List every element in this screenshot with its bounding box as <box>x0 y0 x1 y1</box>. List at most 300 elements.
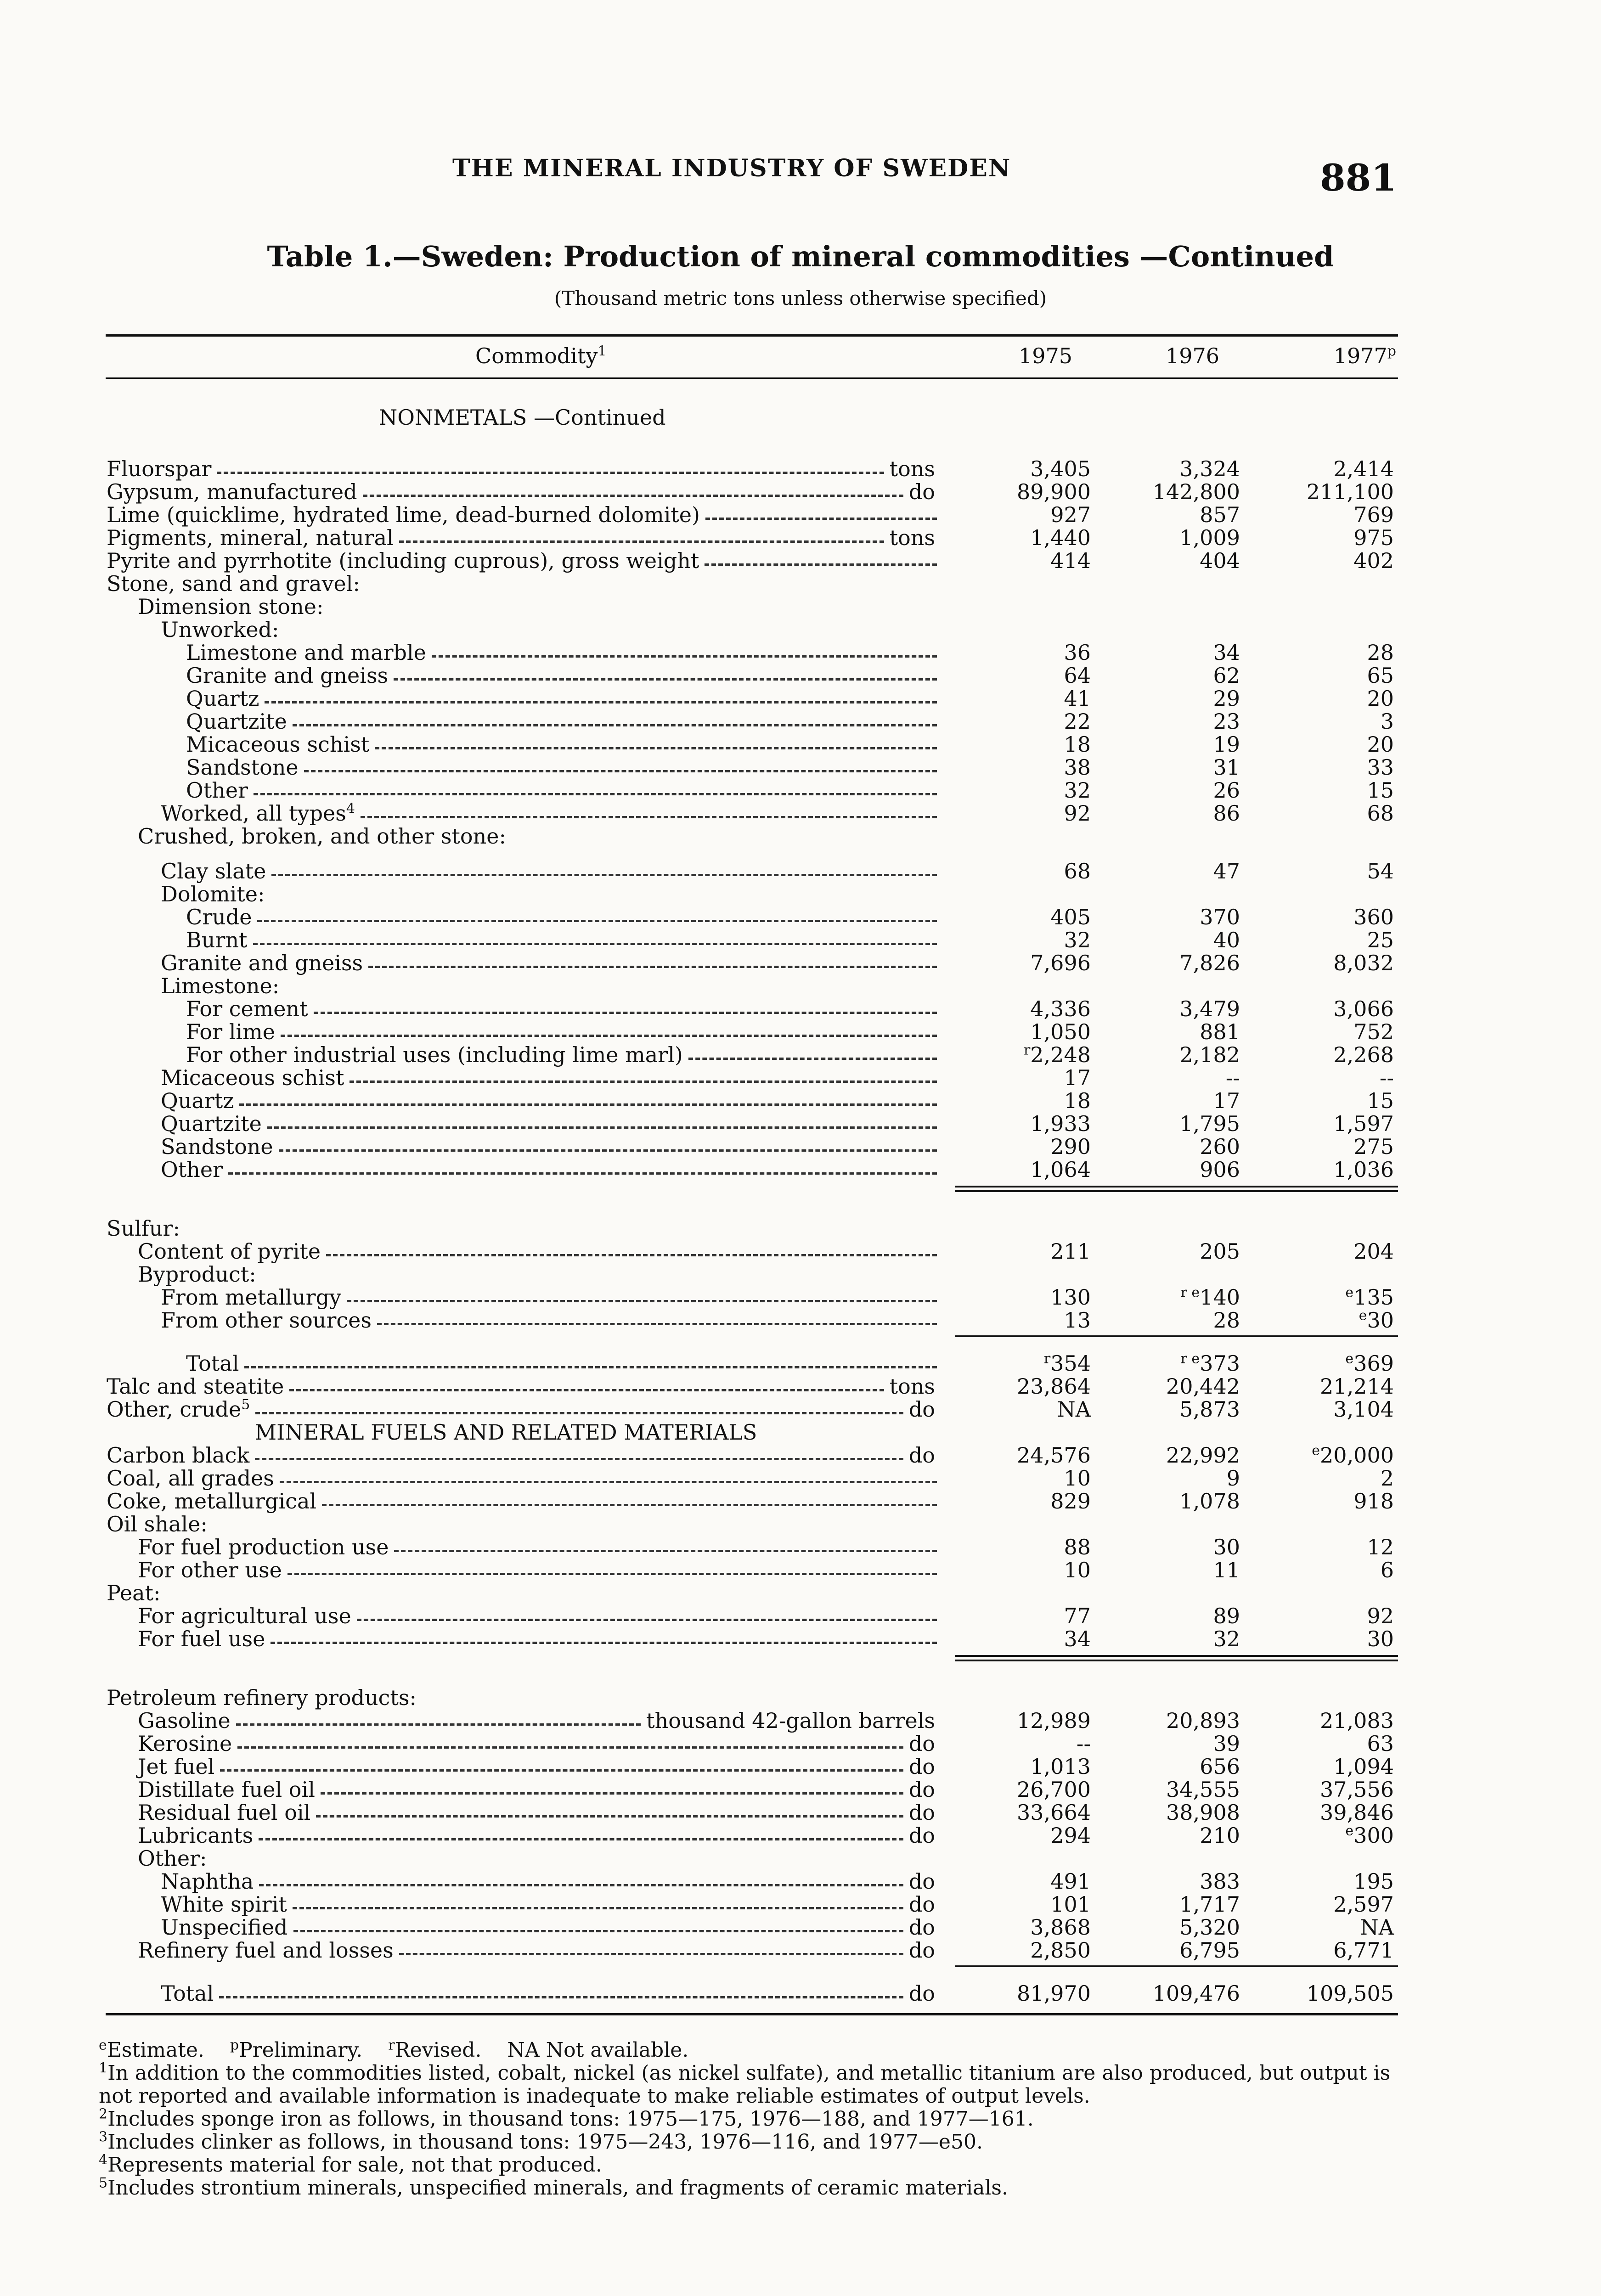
value-1977 <box>1284 1982 1394 2005</box>
row-unit: do <box>908 1397 935 1422</box>
value-text: 36 <box>1064 640 1091 665</box>
row-label-text: Worked, all types <box>161 801 346 826</box>
value-text: 37,556 <box>1320 1777 1394 1802</box>
commodity-column-header: Commodity$^1$ <box>475 343 607 368</box>
value-1977 <box>1284 549 1394 572</box>
value-1977 <box>1284 641 1394 664</box>
row-label <box>186 756 299 779</box>
value-1977 <box>1284 1627 1394 1650</box>
value-text: 2 <box>1380 1466 1394 1491</box>
row-label-text: Dolomite: <box>161 882 265 906</box>
row-label <box>138 1801 310 1824</box>
leader-dashes <box>293 724 937 726</box>
value-text: 64 <box>1064 663 1091 688</box>
row-label <box>186 641 426 664</box>
value-1975 <box>981 1893 1091 1916</box>
table-row <box>0 1627 1601 1650</box>
leader-dashes <box>399 1953 903 1955</box>
value-text: 41 <box>1064 686 1091 711</box>
leader-dashes <box>350 1080 937 1083</box>
row-label-text: Gypsum, manufactured <box>107 479 357 504</box>
value-text: 21,083 <box>1320 1708 1394 1733</box>
leader-dashes <box>259 1838 903 1840</box>
footnote-ref: 4 <box>346 800 355 817</box>
value-text: 18 <box>1064 1088 1091 1113</box>
leader-dashes <box>280 1481 937 1483</box>
table-bottom-rule <box>106 2013 1398 2015</box>
year-1975-header: 1975 <box>1018 343 1072 368</box>
table-row <box>0 1824 1601 1847</box>
value-1976 <box>1130 549 1240 572</box>
leader-dashes <box>705 518 937 520</box>
year-1977-header: 1977$^p$ <box>1333 343 1396 368</box>
value-1977 <box>1284 860 1394 883</box>
value-text: 31 <box>1213 755 1240 780</box>
value-text: 135 <box>1353 1285 1394 1310</box>
table-row <box>0 951 1601 974</box>
leader-dashes <box>399 540 884 543</box>
leader-dashes <box>244 1366 937 1368</box>
value-1976 <box>1130 710 1240 733</box>
row-label <box>186 664 388 687</box>
value-1976 <box>1130 1893 1240 1916</box>
row-label-text: Sulfur: <box>107 1216 180 1241</box>
row-label <box>161 860 266 883</box>
value-text: 4,336 <box>1030 996 1091 1021</box>
table-row <box>0 480 1601 503</box>
value-1977 <box>1284 1467 1394 1490</box>
leader-dashes <box>228 1172 937 1175</box>
row-label-text: Burnt <box>186 928 248 952</box>
leader-dashes <box>322 1504 937 1506</box>
value-text: 204 <box>1353 1239 1394 1264</box>
row-label <box>186 997 308 1020</box>
row-label-text: Limestone and marble <box>186 640 426 665</box>
table-row <box>0 1158 1601 1181</box>
row-label <box>138 1732 232 1755</box>
row-label-text: For cement <box>186 996 308 1021</box>
subheading-row <box>0 1847 1601 1870</box>
row-label-text: Lime (quicklime, hydrated lime, dead-burned dolomite) <box>107 502 700 527</box>
value-1976 <box>1130 1286 1240 1309</box>
row-label <box>186 779 248 802</box>
value-1976 <box>1130 457 1240 480</box>
value-text: 13 <box>1064 1308 1091 1333</box>
value-text: 109,476 <box>1152 1981 1240 2006</box>
row-label-text: Quartz <box>161 1088 234 1113</box>
subheading-row <box>0 1686 1601 1709</box>
value-text: 15 <box>1367 778 1394 803</box>
value-1977 <box>1284 733 1394 756</box>
value-1975 <box>981 779 1091 802</box>
value-text: -- <box>1379 1065 1394 1090</box>
table-row <box>0 1112 1601 1135</box>
row-label <box>107 572 360 595</box>
value-1975 <box>981 526 1091 549</box>
value-text: 39 <box>1213 1731 1240 1756</box>
value-1975 <box>981 756 1091 779</box>
row-label <box>107 1467 274 1490</box>
value-text: 3,868 <box>1030 1915 1091 1940</box>
row-label <box>161 951 363 974</box>
value-text: 300 <box>1353 1823 1394 1848</box>
row-label-text: From metallurgy <box>161 1285 342 1310</box>
value-text: 86 <box>1213 801 1240 826</box>
leader-dashes <box>314 1012 937 1014</box>
leader-dashes <box>316 1815 903 1818</box>
row-unit: tons <box>889 1374 935 1399</box>
value-1977 <box>1284 1939 1394 1962</box>
value-text: 2,268 <box>1333 1042 1394 1067</box>
value-1976 <box>1130 1240 1240 1263</box>
subheading-row <box>0 825 1601 848</box>
row-label <box>161 1870 254 1893</box>
row-label-text: Granite and gneiss <box>161 951 363 975</box>
table-row <box>0 687 1601 710</box>
value-1977 <box>1284 1375 1394 1398</box>
row-label <box>107 1581 161 1604</box>
leader-dashes <box>688 1058 937 1060</box>
value-1976 <box>1130 1135 1240 1158</box>
leader-dashes <box>394 1550 937 1552</box>
row-label <box>138 1939 394 1962</box>
leader-dashes <box>220 1769 903 1772</box>
footnotes <box>99 2039 1403 2200</box>
leader-dashes <box>363 495 903 497</box>
table-row <box>0 1801 1601 1824</box>
value-1977 <box>1284 1755 1394 1778</box>
row-label-text: Clay slate <box>161 859 266 884</box>
value-1976 <box>1130 1755 1240 1778</box>
row-label-text: Unspecified <box>161 1915 288 1940</box>
value-text: 6 <box>1380 1558 1394 1582</box>
value-1976 <box>1130 1490 1240 1513</box>
row-label <box>138 1559 282 1581</box>
section-title: MINERAL FUELS AND RELATED MATERIALS <box>255 1420 757 1445</box>
value-1975 <box>981 906 1091 929</box>
value-1975 <box>981 480 1091 503</box>
table-row <box>0 664 1601 687</box>
leader-dashes <box>254 793 937 795</box>
value-1977 <box>1284 1604 1394 1627</box>
row-label-text: Kerosine <box>138 1731 232 1756</box>
value-1975 <box>981 997 1091 1020</box>
table-row <box>0 906 1601 929</box>
value-text: 33,664 <box>1017 1800 1091 1825</box>
table-top-rule <box>106 334 1398 337</box>
leader-dashes <box>255 1458 903 1460</box>
row-label <box>107 1513 208 1536</box>
row-label <box>186 906 252 929</box>
table-row <box>0 1309 1601 1332</box>
row-label <box>138 1604 351 1627</box>
row-label <box>161 1286 341 1309</box>
value-1977 <box>1284 1709 1394 1732</box>
table-row <box>0 997 1601 1020</box>
value-1976 <box>1130 779 1240 802</box>
row-label <box>161 1893 287 1916</box>
value-1977 <box>1284 1559 1394 1581</box>
value-text: 383 <box>1200 1869 1240 1894</box>
value-1977 <box>1284 1240 1394 1263</box>
value-1976 <box>1130 1043 1240 1066</box>
sulfur-subtotal-rule <box>955 1335 1398 1337</box>
value-text: 92 <box>1064 801 1091 826</box>
value-1975 <box>981 1158 1091 1181</box>
leader-dashes <box>375 747 937 749</box>
row-label-text: Coal, all grades <box>107 1466 274 1491</box>
leader-dashes <box>394 678 937 681</box>
row-label-text: Coke, metallurgical <box>107 1489 317 1514</box>
value-text: 88 <box>1064 1535 1091 1559</box>
value-text: 77 <box>1064 1604 1091 1628</box>
row-label <box>107 1686 417 1709</box>
table-row <box>0 1043 1601 1066</box>
table-row <box>0 802 1601 825</box>
value-text: 34,555 <box>1166 1777 1240 1802</box>
row-unit: do <box>908 1754 935 1779</box>
row-label-text: Granite and gneiss <box>186 663 389 688</box>
value-1977 <box>1284 1352 1394 1375</box>
row-label <box>186 1043 683 1066</box>
value-1975 <box>981 860 1091 883</box>
running-title: THE MINERAL INDUSTRY OF SWEDEN <box>452 154 1011 182</box>
row-label-text: From other sources <box>161 1308 372 1333</box>
value-text: 15 <box>1367 1088 1394 1113</box>
row-label <box>186 1352 239 1375</box>
value-text: 1,050 <box>1030 1019 1091 1044</box>
leader-dashes <box>288 1573 937 1575</box>
value-1976 <box>1130 1559 1240 1581</box>
value-text: 975 <box>1353 525 1394 550</box>
value-text: 17 <box>1064 1065 1091 1090</box>
value-1976 <box>1130 860 1240 883</box>
value-text: 22,992 <box>1166 1443 1240 1468</box>
value-text: 30 <box>1367 1308 1394 1333</box>
value-text: 101 <box>1050 1892 1091 1917</box>
value-1975 <box>981 1444 1091 1467</box>
row-label <box>138 1755 214 1778</box>
value-text: 26 <box>1213 778 1240 803</box>
leader-dashes <box>361 816 937 818</box>
value-1975 <box>981 1801 1091 1824</box>
table-row <box>0 641 1601 664</box>
peat-block-rule <box>955 1655 1398 1661</box>
table-row <box>0 733 1601 756</box>
value-flag: r <box>1043 1351 1051 1367</box>
row-label <box>186 687 259 710</box>
row-label <box>107 1217 180 1240</box>
value-1976 <box>1130 1352 1240 1375</box>
value-1977 <box>1284 1286 1394 1309</box>
leader-dashes <box>279 1149 937 1152</box>
leader-dashes <box>304 770 937 772</box>
value-text: 33 <box>1367 755 1394 780</box>
value-1976 <box>1130 1627 1240 1650</box>
footnote-legend: $^e$Estimate. $^p$Preliminary. $^r$Revised. NA Not available. <box>99 2037 689 2062</box>
row-label <box>161 1309 372 1332</box>
value-text: 1,597 <box>1333 1111 1394 1136</box>
value-1976 <box>1130 1916 1240 1939</box>
value-text: 19 <box>1213 732 1240 757</box>
value-text: 491 <box>1050 1869 1091 1894</box>
value-1976 <box>1130 906 1240 929</box>
value-1975 <box>981 1398 1091 1421</box>
subheading-row <box>0 1513 1601 1536</box>
value-1975 <box>981 1982 1091 2005</box>
value-text: 354 <box>1050 1351 1091 1376</box>
leader-dashes <box>253 943 937 945</box>
row-label-text: Dimension stone: <box>138 594 324 619</box>
section-nonmetals: NONMETALS —Continued <box>379 405 666 430</box>
value-text: 370 <box>1200 905 1240 929</box>
row-label-text: Sandstone <box>161 1134 273 1159</box>
value-1975 <box>981 1375 1091 1398</box>
value-1976 <box>1130 1375 1240 1398</box>
page-number: 881 <box>1320 156 1397 199</box>
value-1975 <box>981 1939 1091 1962</box>
value-1976 <box>1130 1066 1240 1089</box>
row-label <box>161 1916 288 1939</box>
value-1975 <box>981 1352 1091 1375</box>
value-text: 68 <box>1367 801 1394 826</box>
subheading-row <box>0 1217 1601 1240</box>
leader-dashes <box>293 1930 903 1932</box>
value-1977 <box>1284 1778 1394 1801</box>
value-text: 32 <box>1213 1626 1240 1651</box>
value-text: 63 <box>1367 1731 1394 1756</box>
value-text: 402 <box>1353 548 1394 573</box>
row-label <box>161 883 265 906</box>
row-label <box>161 1112 262 1135</box>
value-1975 <box>981 1916 1091 1939</box>
value-1976 <box>1130 1158 1240 1181</box>
value-1975 <box>981 664 1091 687</box>
table-row <box>0 457 1601 480</box>
table-row <box>0 1604 1601 1627</box>
value-text: 5,320 <box>1179 1915 1240 1940</box>
value-text: 1,717 <box>1179 1892 1240 1917</box>
value-1977 <box>1284 687 1394 710</box>
value-1977 <box>1284 710 1394 733</box>
value-1977 <box>1284 664 1394 687</box>
value-text: 1,795 <box>1179 1111 1240 1136</box>
row-unit: do <box>908 1777 935 1802</box>
leader-dashes <box>271 1642 937 1644</box>
value-1975 <box>981 1089 1091 1112</box>
footnote-1: $^1$In addition to the commodities listed, cobalt, nickel (as nickel sulfate), and metallic titanium are also produced, but output is not reported and available information is inadequate to make reliable estimates of output levels. <box>99 2060 1391 2108</box>
row-label <box>107 457 211 480</box>
value-1976 <box>1130 1309 1240 1332</box>
row-unit: do <box>908 1869 935 1894</box>
footnote-4: $^4$Represents material for sale, not that produced. <box>99 2152 602 2177</box>
value-text: 20,442 <box>1166 1374 1240 1399</box>
value-text: 195 <box>1353 1869 1394 1894</box>
leader-dashes <box>357 1619 937 1621</box>
row-label <box>107 1490 316 1513</box>
leader-dashes <box>347 1300 937 1302</box>
value-text: 1,009 <box>1179 525 1240 550</box>
table-row <box>0 1066 1601 1089</box>
row-label <box>138 1240 321 1263</box>
value-text: 3,405 <box>1030 456 1091 481</box>
footnote-3: $^3$Includes clinker as follows, in thousand tons: 1975—243, 1976—116, and 1977—e50. <box>99 2129 983 2154</box>
row-unit: do <box>908 1823 935 1848</box>
value-1977 <box>1284 951 1394 974</box>
value-text: 29 <box>1213 686 1240 711</box>
value-1976 <box>1130 802 1240 825</box>
row-label-text: For lime <box>186 1019 275 1044</box>
leader-dashes <box>377 1323 937 1325</box>
row-label <box>107 1375 284 1398</box>
value-text: 6,771 <box>1333 1938 1394 1963</box>
value-1977 <box>1284 1824 1394 1847</box>
value-1977 <box>1284 526 1394 549</box>
value-1975 <box>981 710 1091 733</box>
value-text: 752 <box>1353 1019 1394 1044</box>
value-text: 34 <box>1064 1626 1091 1651</box>
value-text: 23 <box>1213 709 1240 734</box>
value-1977 <box>1284 997 1394 1020</box>
leader-dashes <box>265 701 937 703</box>
value-1976 <box>1130 1939 1240 1962</box>
row-label-text: For other use <box>138 1558 282 1582</box>
table-row <box>0 1755 1601 1778</box>
row-label <box>138 1263 256 1286</box>
row-label <box>161 1135 273 1158</box>
table-body <box>0 457 1601 2005</box>
value-1975 <box>981 641 1091 664</box>
value-1976 <box>1130 1778 1240 1801</box>
value-1976 <box>1130 1089 1240 1112</box>
value-1976 <box>1130 756 1240 779</box>
value-text: 109,505 <box>1306 1981 1394 2006</box>
table-row <box>0 1709 1601 1732</box>
value-text: 2,597 <box>1333 1892 1394 1917</box>
row-label-text: Gasoline <box>138 1708 231 1733</box>
value-text: 39,846 <box>1320 1800 1394 1825</box>
row-label <box>107 503 700 526</box>
value-flag: e <box>1345 1823 1354 1839</box>
value-text: 26,700 <box>1017 1777 1091 1802</box>
row-label-text: Residual fuel oil <box>138 1800 311 1825</box>
row-label <box>161 802 355 825</box>
value-1975 <box>981 802 1091 825</box>
value-text: 906 <box>1200 1157 1240 1182</box>
value-1977 <box>1284 457 1394 480</box>
stone-total-rule <box>955 1186 1398 1192</box>
value-text: 20 <box>1367 732 1394 757</box>
table-row <box>0 1135 1601 1158</box>
row-label <box>107 480 357 503</box>
value-text: NA <box>1057 1397 1091 1422</box>
value-text: 1,440 <box>1030 525 1091 550</box>
value-1975 <box>981 1627 1091 1650</box>
row-label-text: For fuel production use <box>138 1535 389 1559</box>
value-1976 <box>1130 664 1240 687</box>
value-1975 <box>981 1286 1091 1309</box>
table-row <box>0 860 1601 883</box>
row-label <box>138 1824 253 1847</box>
value-1977 <box>1284 1870 1394 1893</box>
row-label-text: Refinery fuel and losses <box>138 1938 394 1963</box>
value-1975 <box>981 1824 1091 1847</box>
value-1975 <box>981 951 1091 974</box>
value-1975 <box>981 1020 1091 1043</box>
value-text: 1,078 <box>1179 1489 1240 1514</box>
value-text: 20,893 <box>1166 1708 1240 1733</box>
table-row <box>0 1916 1601 1939</box>
